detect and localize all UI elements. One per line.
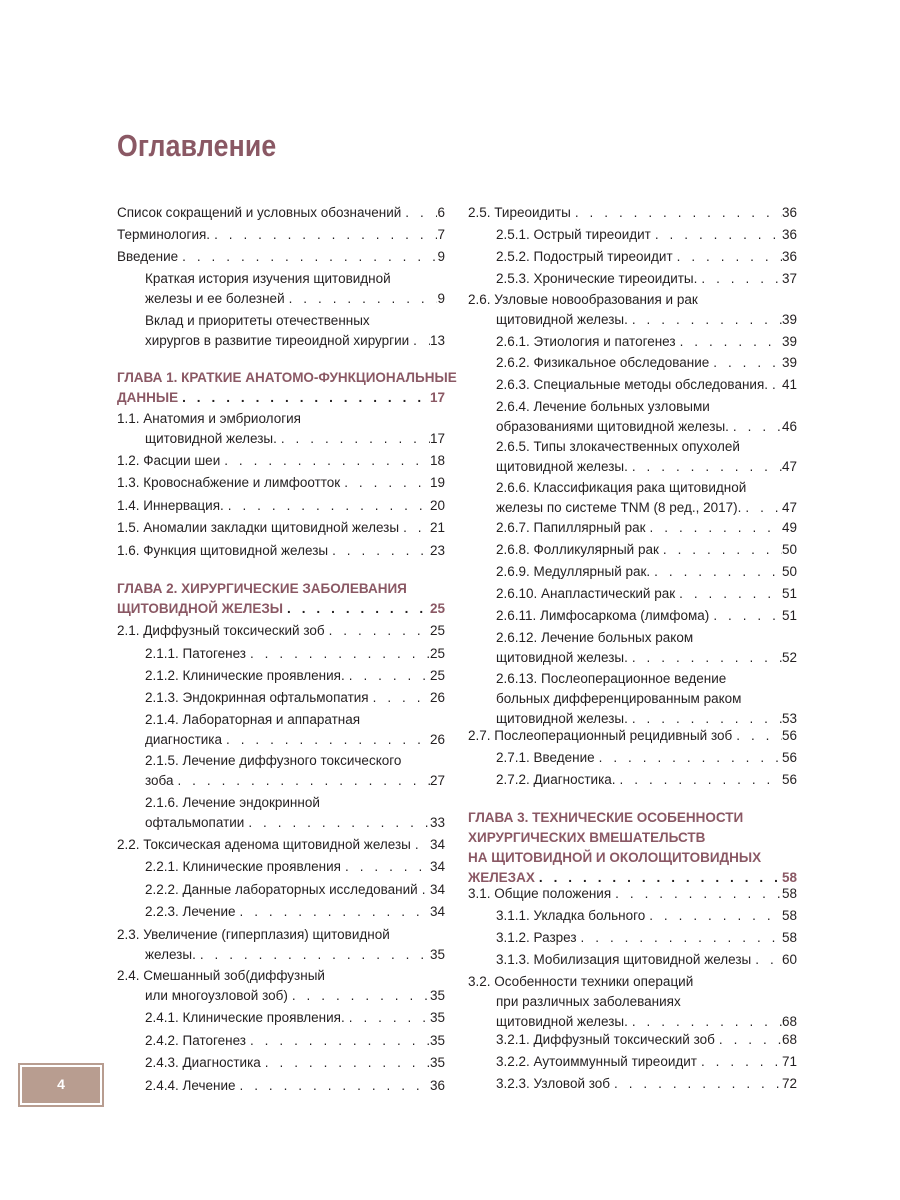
toc-entry[interactable]: [145, 1076, 445, 1096]
toc-entry[interactable]: [145, 1008, 445, 1028]
dot-leader: [328, 541, 430, 561]
toc-chapter-entry[interactable]: [468, 808, 797, 888]
toc-page-number: 58: [781, 886, 797, 901]
toc-entry-title: 3.1.3. Мобилизация щитовидной железы: [496, 952, 752, 967]
toc-entry-title: 2.1.5. Лечение диффузного токсического: [145, 753, 402, 768]
toc-entry-title: 2.1.4. Лабораторная и аппаратная: [145, 712, 361, 727]
toc-entry-title: 2.6.2. Физикальное обследование: [496, 355, 710, 370]
toc-page-number: 36: [429, 1078, 445, 1093]
toc-entry-title: 2.6.6. Классификация рака щитовидной: [496, 480, 747, 495]
toc-page-number: 51: [781, 586, 797, 601]
toc-entry-title: 2.6.5. Типы злокачественных опухолей: [496, 439, 740, 454]
toc-entry[interactable]: [496, 1030, 797, 1050]
toc-entry-title: 3.2.2. Аутоиммунный тиреоидит: [496, 1054, 697, 1069]
toc-page-number: 25: [429, 601, 445, 616]
toc-entry[interactable]: [117, 496, 445, 516]
dot-leader: [741, 498, 782, 518]
toc-page-number: 35: [429, 988, 445, 1003]
toc-entry[interactable]: [117, 966, 445, 1006]
toc-chapter-entry[interactable]: [117, 579, 445, 619]
toc-entry-title: 2.7. Послеоперационный рецидивный зоб: [468, 728, 733, 743]
dot-leader: [340, 473, 430, 493]
dot-leader: [628, 648, 782, 668]
toc-page-number: 68: [781, 1032, 797, 1047]
toc-entry-title: 2.1.6. Лечение эндокринной: [145, 795, 320, 810]
toc-entry-title: 2.6.12. Лечение больных раком: [496, 630, 694, 645]
toc-entry[interactable]: [145, 666, 445, 686]
dot-leader: [751, 950, 782, 970]
toc-entry[interactable]: [496, 375, 797, 395]
dot-leader: [285, 289, 438, 309]
toc-entry[interactable]: [468, 290, 797, 330]
dot-leader: [628, 310, 782, 330]
toc-entry-title: 2.1. Диффузный токсический зоб: [117, 623, 325, 638]
toc-entry[interactable]: [496, 928, 797, 948]
toc-entry[interactable]: [117, 541, 445, 561]
toc-entry-title: зоба: [145, 773, 174, 788]
toc-entry-title: 2.2. Токсическая аденома щитовидной железы: [117, 837, 411, 852]
toc-page-number: 39: [781, 334, 797, 349]
dot-leader: [401, 203, 437, 223]
toc-entry-title: 2.6.13. Послеоперационное ведение: [496, 671, 727, 686]
toc-page-number: 21: [429, 520, 445, 535]
toc-page-number: 41: [781, 377, 797, 392]
toc-entry-title: 2.6.10. Анапластический рак: [496, 586, 676, 601]
toc-page-number: 35: [429, 1055, 445, 1070]
toc-page-number: 34: [429, 882, 445, 897]
dot-leader: [246, 644, 430, 664]
toc-entry-title: 1.3. Кровоснабжение и лимфоотток: [117, 475, 341, 490]
toc-page-number: 36: [781, 227, 797, 242]
toc-entry-title: хирургов в развитие тиреоидной хирургии: [145, 333, 410, 348]
toc-entry-title: 2.5. Тиреоидиты: [468, 205, 571, 220]
toc-entry[interactable]: [117, 451, 445, 471]
toc-entry[interactable]: [496, 518, 797, 538]
toc-entry[interactable]: [145, 751, 445, 791]
toc-page-number: 9: [437, 249, 445, 264]
toc-entry-title: диагностика: [145, 732, 222, 747]
dot-leader: [222, 730, 430, 750]
toc-entry-title: щитовидной железы.: [145, 431, 277, 446]
dot-leader: [345, 666, 430, 686]
toc-page-number: 60: [781, 952, 797, 967]
toc-page-number: 35: [429, 1033, 445, 1048]
toc-entry-title: Список сокращений и условных обозначений: [117, 205, 402, 220]
dot-leader: [650, 562, 782, 582]
toc-entry[interactable]: [145, 902, 445, 922]
toc-entry-title: ХИРУРГИЧЕСКИХ ВМЕШАТЕЛЬСТВ: [468, 830, 706, 845]
dot-leader: [709, 606, 782, 626]
toc-entry[interactable]: [468, 884, 797, 904]
dot-leader: [246, 1031, 430, 1051]
toc-entry[interactable]: [496, 332, 797, 352]
toc-entry[interactable]: [496, 540, 797, 560]
toc-entry[interactable]: [496, 770, 797, 790]
toc-entry-title: ЩИТОВИДНОЙ ЖЕЛЕЗЫ: [117, 601, 284, 616]
toc-entry-title: щитовидной железы.: [496, 650, 628, 665]
toc-entry-title: 2.6.4. Лечение больных узловыми: [496, 399, 710, 414]
toc-entry[interactable]: [496, 562, 797, 582]
toc-entry[interactable]: [145, 710, 445, 750]
toc-entry[interactable]: [496, 628, 797, 668]
toc-page-number: 50: [781, 564, 797, 579]
toc-page-number: 58: [781, 870, 797, 885]
toc-page-number: 36: [781, 249, 797, 264]
toc-page-number: 52: [781, 650, 797, 665]
toc-entry[interactable]: [117, 225, 445, 245]
toc-entry[interactable]: [145, 311, 445, 351]
toc-entry-title: щитовидной железы.: [496, 312, 628, 327]
toc-entry-title: 3.1.2. Разрез: [496, 930, 577, 945]
toc-page-number: 35: [429, 947, 445, 962]
toc-entry-title: щитовидной железы.: [496, 459, 628, 474]
toc-page-number: 33: [429, 815, 445, 830]
toc-page-number: 27: [429, 773, 445, 788]
dot-leader: [210, 225, 437, 245]
toc-page-number: 56: [781, 728, 797, 743]
dot-leader: [595, 748, 782, 768]
toc-entry-title: больных дифференцированным раком: [496, 691, 742, 706]
toc-entry-title: 2.4.1. Клинические проявления.: [145, 1010, 345, 1025]
toc-entry-title: щитовидной железы.: [496, 1014, 628, 1029]
toc-entry-title: при различных заболеваниях: [496, 994, 681, 1009]
toc-entry-title: Введение: [117, 249, 179, 264]
dot-leader: [283, 599, 430, 619]
dot-leader: [244, 813, 430, 833]
toc-page-number: 17: [429, 390, 445, 405]
toc-page-number: 58: [781, 930, 797, 945]
dot-leader: [399, 518, 430, 538]
toc-entry-title: 2.5.2. Подострый тиреоидит: [496, 249, 673, 264]
toc-page-number: 26: [429, 690, 445, 705]
toc-entry[interactable]: [496, 669, 797, 729]
toc-entry-title: 1.1. Анатомия и эмбриология: [117, 411, 301, 426]
toc-page-number: 71: [781, 1054, 797, 1069]
toc-entry-title: 2.2.1. Клинические проявления: [145, 859, 341, 874]
dot-leader: [277, 429, 430, 449]
toc-entry-title: 1.2. Фасции шеи: [117, 453, 221, 468]
toc-page-number: 23: [429, 543, 445, 558]
dot-leader: [224, 496, 430, 516]
toc-page-number: 17: [429, 431, 445, 446]
toc-entry[interactable]: [496, 950, 797, 970]
toc-page-number: 53: [781, 711, 797, 726]
toc-entry[interactable]: [117, 247, 445, 267]
dot-leader: [651, 225, 782, 245]
toc-entry[interactable]: [496, 1052, 797, 1072]
toc-page-number: 68: [781, 1014, 797, 1029]
toc-entry[interactable]: [496, 247, 797, 267]
toc-page-number: 50: [781, 542, 797, 557]
toc-entry-title: 2.5.3. Хронические тиреоидиты.: [496, 271, 698, 286]
dot-leader: [676, 332, 782, 352]
toc-page-number: 18: [429, 453, 445, 468]
toc-entry[interactable]: [496, 437, 797, 477]
dot-leader: [645, 906, 782, 926]
toc-entry[interactable]: [145, 644, 445, 664]
toc-entry-title: 2.4.4. Лечение: [145, 1078, 236, 1093]
toc-entry[interactable]: [117, 518, 445, 538]
dot-leader: [236, 902, 430, 922]
dot-leader: [715, 1030, 782, 1050]
dot-leader: [610, 1074, 782, 1094]
toc-entry[interactable]: [496, 478, 797, 518]
toc-entry[interactable]: [145, 793, 445, 833]
dot-leader: [768, 375, 782, 395]
toc-page-number: 13: [429, 333, 445, 348]
dot-leader: [697, 1052, 782, 1072]
dot-leader: [196, 945, 430, 965]
toc-entry[interactable]: [145, 1053, 445, 1073]
dot-leader: [418, 880, 430, 900]
dot-leader: [732, 726, 782, 746]
toc-entry-title: 3.2.3. Узловой зоб: [496, 1076, 611, 1091]
toc-entry[interactable]: [496, 584, 797, 604]
dot-leader: [675, 584, 782, 604]
dot-leader: [220, 451, 430, 471]
dot-leader: [673, 247, 782, 267]
toc-entry[interactable]: [117, 203, 445, 223]
dot-leader: [173, 771, 429, 791]
dot-leader: [341, 857, 430, 877]
toc-entry-title: 2.4.2. Патогенез: [145, 1033, 246, 1048]
toc-entry[interactable]: [496, 1074, 797, 1094]
toc-entry-title: ГЛАВА 3. ТЕХНИЧЕСКИЕ ОСОБЕННОСТИ: [468, 810, 744, 825]
toc-page-number: 25: [429, 668, 445, 683]
toc-page-number: 49: [781, 520, 797, 535]
toc-chapter-entry[interactable]: [117, 368, 457, 408]
toc-page-number: 35: [429, 1010, 445, 1025]
toc-entry[interactable]: [496, 353, 797, 373]
toc-entry-title: ГЛАВА 1. КРАТКИЕ АНАТОМО-ФУНКЦИОНАЛЬНЫЕ: [117, 370, 457, 385]
toc-entry-title: 2.6.7. Папиллярный рак: [496, 520, 646, 535]
toc-entry[interactable]: [496, 225, 797, 245]
toc-entry[interactable]: [145, 1031, 445, 1051]
toc-entry[interactable]: [117, 409, 445, 449]
toc-entry-title: ЖЕЛЕЗАХ: [468, 870, 535, 885]
toc-entry-title: железы.: [145, 947, 196, 962]
toc-entry-title: НА ЩИТОВИДНОЙ И ОКОЛОЩИТОВИДНЫХ: [468, 850, 762, 865]
toc-entry-title: 2.6.3. Специальные методы обследования.: [496, 377, 769, 392]
toc-entry-title: 3.2.1. Диффузный токсический зоб: [496, 1032, 715, 1047]
toc-entry-title: 2.1.3. Эндокринная офтальмопатия: [145, 690, 369, 705]
dot-leader: [646, 518, 782, 538]
toc-entry-title: 2.2.3. Лечение: [145, 904, 236, 919]
dot-leader: [288, 986, 430, 1006]
toc-entry-title: 2.6. Узловые новообразования и рак: [468, 292, 698, 307]
toc-entry[interactable]: [145, 857, 445, 877]
toc-entry-title: 2.6.8. Фолликулярный рак: [496, 542, 659, 557]
page-number-tab: [20, 1065, 102, 1105]
dot-leader: [236, 1076, 430, 1096]
toc-entry[interactable]: [468, 203, 797, 223]
toc-entry-title: 1.4. Иннервация.: [117, 498, 224, 513]
toc-page-number: 56: [781, 750, 797, 765]
toc-entry[interactable]: [145, 269, 445, 309]
toc-page-number: 37: [781, 271, 797, 286]
toc-entry-title: 2.7.1. Введение: [496, 750, 595, 765]
toc-page-number: 36: [781, 205, 797, 220]
toc-entry-title: 3.1. Общие положения: [468, 886, 612, 901]
toc-entry-title: 2.4. Смешанный зоб(диффузный: [117, 968, 325, 983]
toc-entry-title: 2.6.11. Лимфосаркома (лимфома): [496, 608, 710, 623]
toc-entry-title: 2.2.2. Данные лабораторных исследований: [145, 882, 418, 897]
dot-leader: [616, 770, 782, 790]
dot-leader: [611, 884, 782, 904]
toc-page-number: 34: [429, 837, 445, 852]
page-number: 4: [57, 1076, 65, 1092]
toc-entry-title: Вклад и приоритеты отечественных: [145, 313, 370, 328]
toc-entry-title: образованиями щитовидной железы.: [496, 419, 729, 434]
dot-leader: [345, 1008, 430, 1028]
toc-entry-title: 2.3. Увеличение (гиперплазия) щитовидной: [117, 927, 390, 942]
toc-entry-title: 2.4.3. Диагностика: [145, 1055, 261, 1070]
toc-entry[interactable]: [117, 835, 445, 855]
toc-entry-title: железы по системе TNM (8 ред., 2017).: [496, 500, 742, 515]
toc-entry-title: 2.7.2. Диагностика.: [496, 772, 616, 787]
toc-entry[interactable]: [496, 269, 797, 289]
toc-page-number: 39: [781, 312, 797, 327]
toc-page-number: 19: [429, 475, 445, 490]
dot-leader: [571, 203, 782, 223]
toc-entry-title: железы и ее болезней: [145, 291, 285, 306]
toc-entry[interactable]: [117, 925, 445, 965]
toc-entry-title: щитовидной железы.: [496, 711, 628, 726]
toc-page-number: 6: [437, 205, 445, 220]
toc-entry[interactable]: [496, 748, 797, 768]
toc-page-number: 34: [429, 859, 445, 874]
toc-entry[interactable]: [145, 688, 445, 708]
toc-entry-title: 2.1.1. Патогенез: [145, 646, 246, 661]
dot-leader: [178, 247, 437, 267]
toc-entry[interactable]: [468, 972, 797, 1032]
toc-entry[interactable]: [496, 906, 797, 926]
toc-entry-title: 1.6. Функция щитовидной железы: [117, 543, 329, 558]
toc-page-number: 56: [781, 772, 797, 787]
toc-page-number: 58: [781, 908, 797, 923]
dot-leader: [325, 621, 430, 641]
toc-entry-title: ДАННЫЕ: [117, 390, 179, 405]
toc-page-number: 72: [781, 1076, 797, 1091]
toc-page-number: 9: [437, 291, 445, 306]
toc-entry-title: 3.2. Особенности техники операций: [468, 974, 694, 989]
toc-entry-title: офтальмопатии: [145, 815, 245, 830]
toc-entry[interactable]: [468, 726, 797, 746]
toc-entry[interactable]: [496, 397, 797, 437]
toc-entry-title: 1.5. Аномалии закладки щитовидной железы: [117, 520, 400, 535]
toc-entry-title: 2.6.9. Медуллярный рак.: [496, 564, 651, 579]
toc-entry-title: Краткая история изучения щитовидной: [145, 271, 391, 286]
dot-leader: [577, 928, 782, 948]
dot-leader: [628, 1012, 782, 1032]
dot-leader: [729, 417, 782, 437]
toc-entry-title: 2.1.2. Клинические проявления.: [145, 668, 345, 683]
dot-leader: [178, 388, 430, 408]
toc-entry[interactable]: [117, 621, 445, 641]
dot-leader: [261, 1053, 430, 1073]
page-title: Оглавление: [117, 128, 277, 163]
toc-page-number: 25: [429, 623, 445, 638]
toc-page-number: 26: [429, 732, 445, 747]
toc-entry-title: 2.6.1. Этиология и патогенез: [496, 334, 676, 349]
dot-leader: [628, 457, 782, 477]
toc-page-number: 51: [781, 608, 797, 623]
toc-entry-title: 3.1.1. Укладка больного: [496, 908, 646, 923]
toc-page-number: 20: [429, 498, 445, 513]
toc-page-number: 39: [781, 355, 797, 370]
toc-entry-title: или многоузловой зоб): [145, 988, 288, 1003]
toc-page-number: 46: [781, 419, 797, 434]
dot-leader: [411, 835, 430, 855]
dot-leader: [697, 269, 782, 289]
dot-leader: [369, 688, 430, 708]
toc-entry[interactable]: [117, 473, 445, 493]
toc-entry[interactable]: [496, 606, 797, 626]
toc-page-number: 25: [429, 646, 445, 661]
toc-page-number: 47: [781, 500, 797, 515]
toc-entry-title: 2.5.1. Острый тиреоидит: [496, 227, 651, 242]
dot-leader: [659, 540, 782, 560]
toc-page-number: 34: [429, 904, 445, 919]
toc-entry-title: ГЛАВА 2. ХИРУРГИЧЕСКИЕ ЗАБОЛЕВАНИЯ: [117, 581, 407, 596]
dot-leader: [709, 353, 782, 373]
toc-page-number: 47: [781, 459, 797, 474]
toc-page-number: 7: [437, 227, 445, 242]
toc-entry[interactable]: [145, 880, 445, 900]
dot-leader: [409, 331, 430, 351]
toc-entry-title: Терминология.: [117, 227, 211, 242]
